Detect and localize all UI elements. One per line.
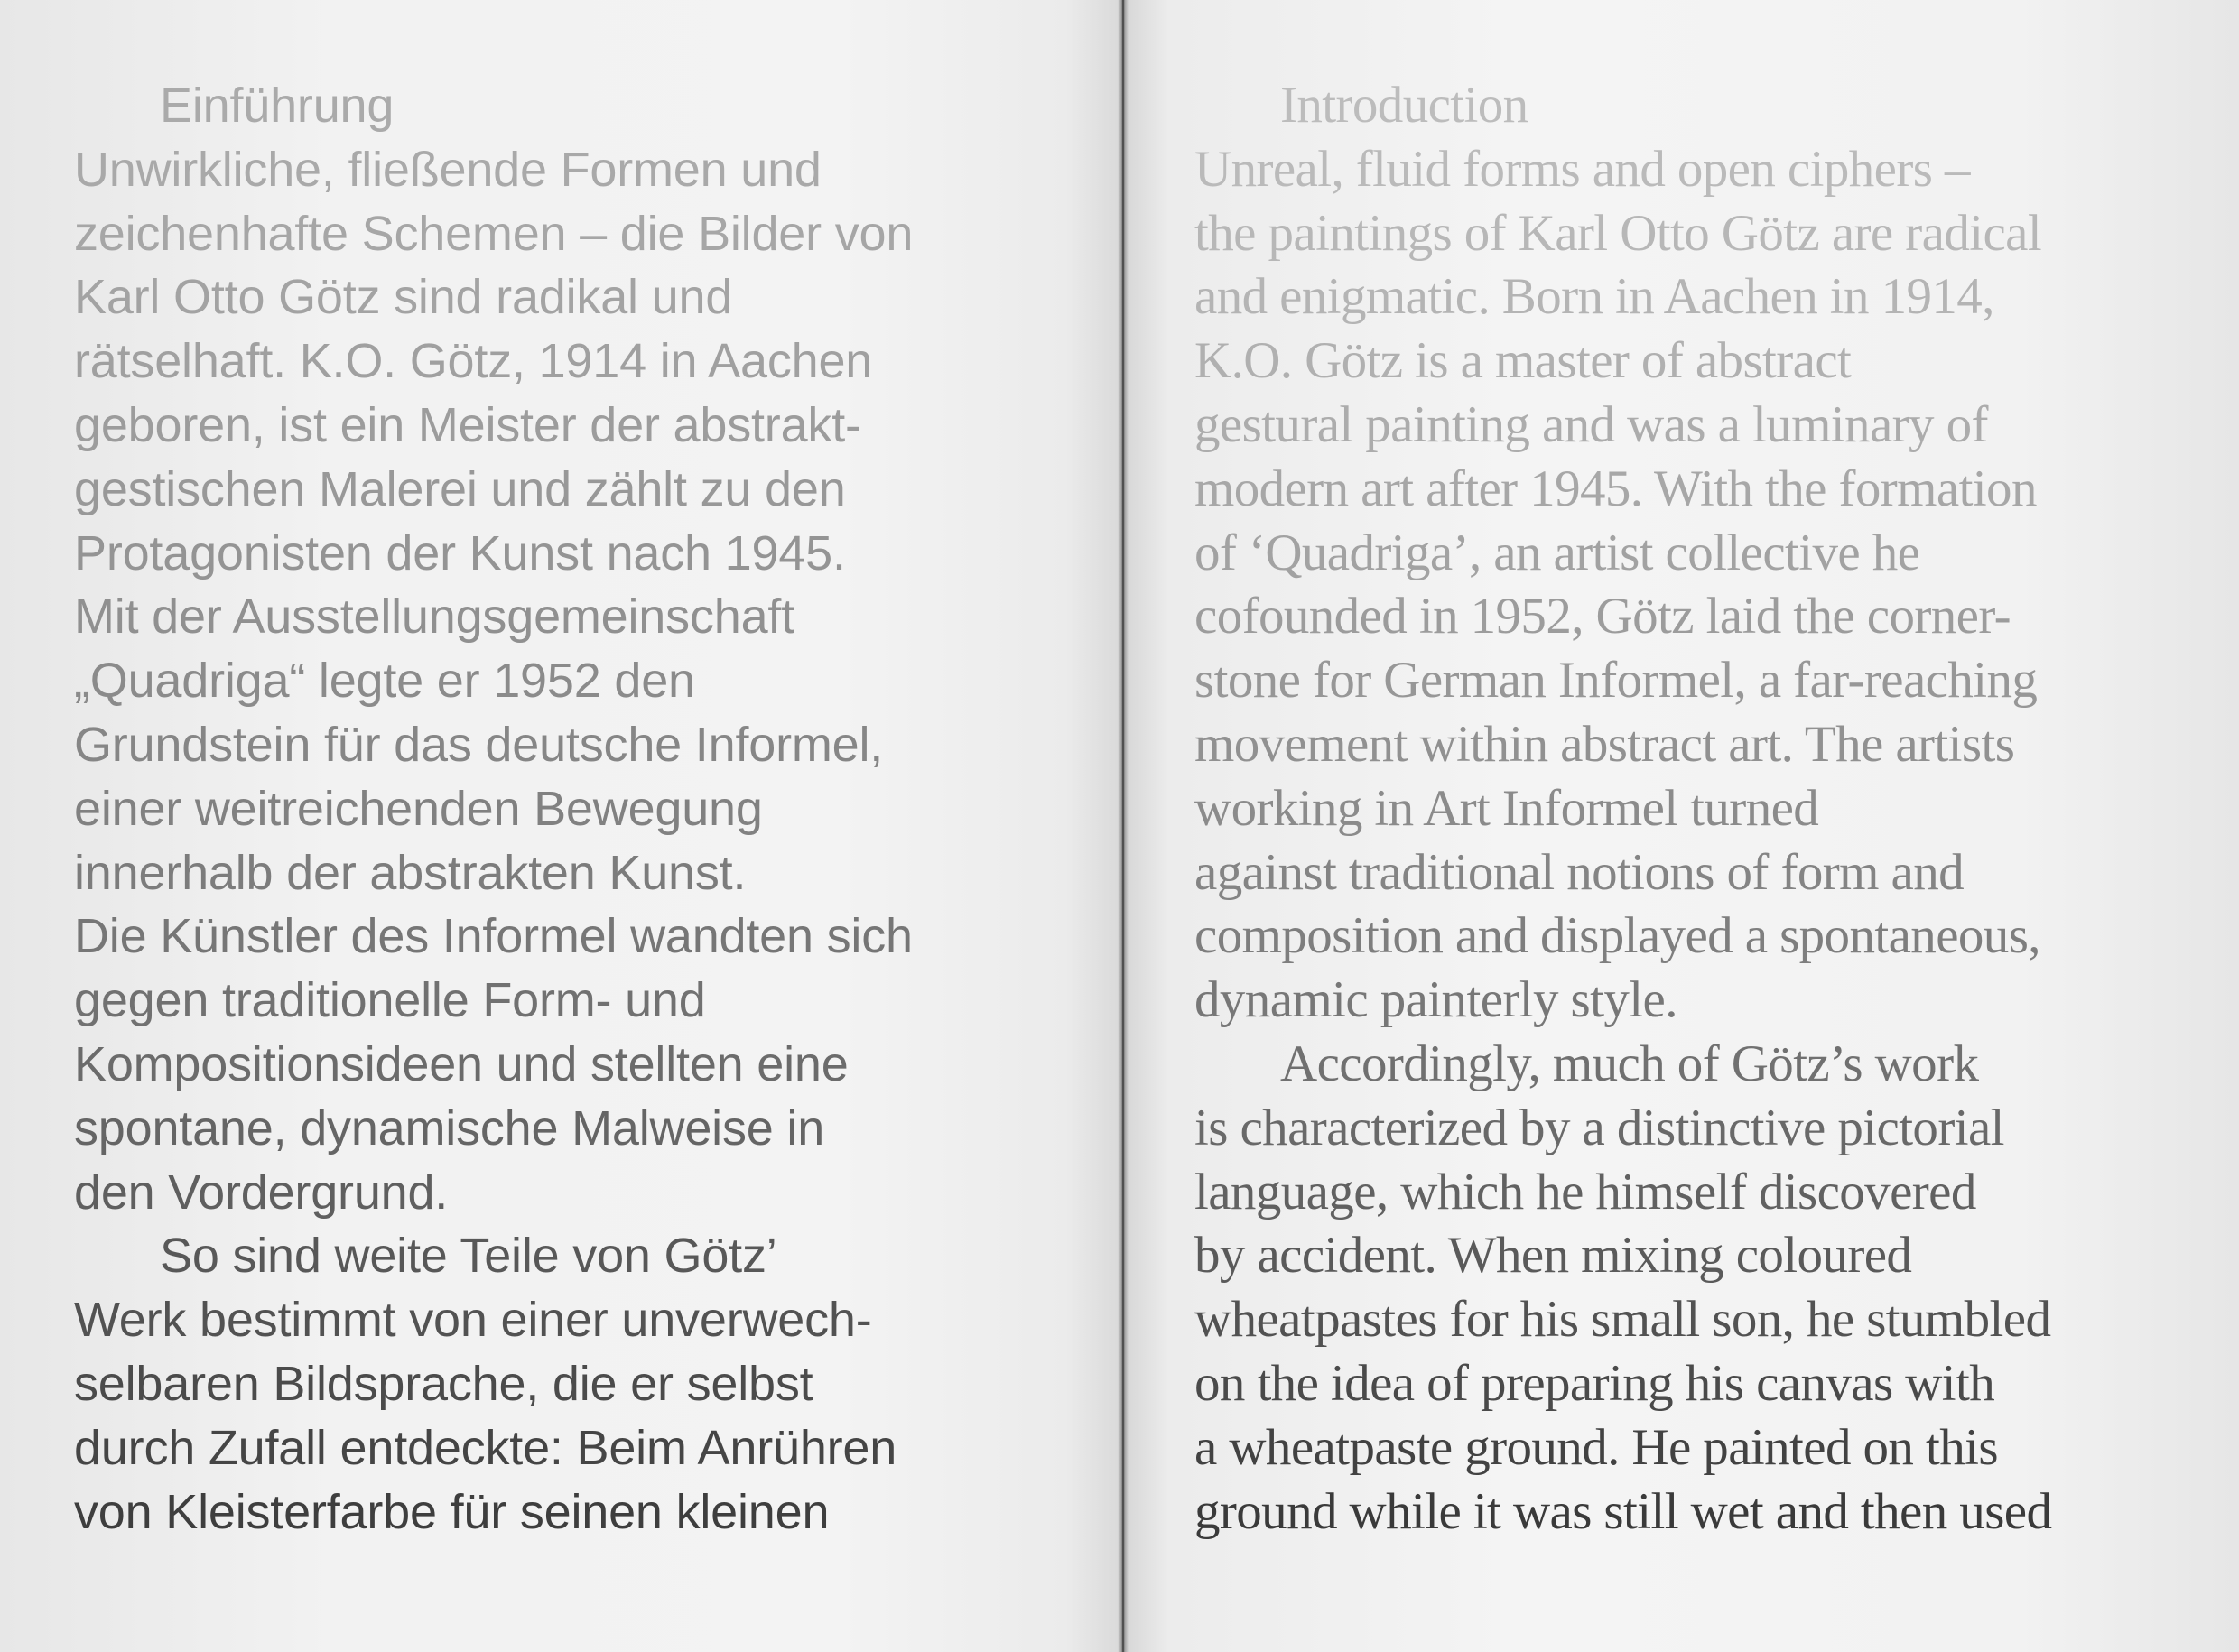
german-line: Unwirkliche, fließende Formen und	[74, 142, 822, 197]
english-line: gestural painting and was a luminary of	[1194, 395, 1988, 453]
english-line: Unreal, fluid forms and open ciphers –	[1194, 140, 1970, 198]
german-line: einer weitreichenden Bewegung	[74, 781, 763, 836]
german-line: spontane, dynamische Malweise in	[74, 1100, 825, 1155]
english-line: dynamic painterly style.	[1194, 971, 1677, 1029]
english-line: cofounded in 1952, Götz laid the corner-	[1194, 588, 2011, 645]
german-line: Die Künstler des Informel wandten sich	[74, 909, 913, 964]
german-line: Werk bestimmt von einer unverwech-	[74, 1293, 872, 1348]
german-line: „Quadriga“ legte er 1952 den	[74, 654, 695, 709]
english-line: stone for German Informel, a far-reaching	[1194, 652, 2038, 710]
book-gutter	[1118, 0, 1129, 1652]
english-line: K.O. Götz is a master of abstract	[1194, 332, 1852, 390]
german-line: gestischen Malerei und zählt zu den	[74, 461, 846, 516]
german-line: Grundstein für das deutsche Informel,	[74, 717, 884, 772]
english-line: wheatpastes for his small son, he stumbled	[1194, 1291, 2051, 1349]
german-line: Karl Otto Götz sind radikal und	[74, 270, 733, 325]
german-line: zeichenhafte Schemen – die Bilder von	[74, 206, 914, 261]
english-line: by accident. When mixing coloured	[1194, 1227, 1912, 1285]
english-line: working in Art Informel turned	[1194, 779, 1819, 837]
german-line: innerhalb der abstrakten Kunst.	[74, 845, 747, 900]
german-line: den Vordergrund.	[74, 1165, 449, 1220]
german-line: Kompositionsideen und stellten eine	[74, 1036, 849, 1091]
german-line: Mit der Ausstellungsgemeinschaft	[74, 589, 795, 645]
german-line: So sind weite Teile von Götz’	[160, 1229, 777, 1284]
english-line: movement within abstract art. The artists	[1194, 715, 2015, 773]
english-text	[1194, 74, 2224, 1544]
english-line: of ‘Quadriga’, an artist collective he	[1194, 524, 1920, 581]
german-line: gegen traditionelle Form- und	[74, 973, 706, 1028]
german-line: Protagonisten der Kunst nach 1945.	[74, 525, 846, 580]
english-line: modern art after 1945. With the formation	[1194, 459, 2037, 517]
english-line: and enigmatic. Born in Aachen in 1914,	[1194, 268, 1994, 326]
german-line: selbaren Bildsprache, die er selbst	[74, 1356, 813, 1411]
german-line: rätselhaft. K.O. Götz, 1914 in Aachen	[74, 334, 873, 389]
english-line: ground while it was still wet and then used	[1194, 1482, 2052, 1540]
english-line: a wheatpaste ground. He painted on this	[1194, 1418, 1998, 1476]
english-heading: Introduction	[1280, 77, 1528, 134]
german-heading: Einführung	[160, 79, 395, 133]
english-line: language, which he himself discovered	[1194, 1163, 1976, 1220]
german-line: von Kleisterfarbe für seinen kleinen	[74, 1484, 830, 1539]
english-line: against traditional notions of form and	[1194, 843, 1965, 901]
german-text	[74, 74, 1112, 1544]
german-line: geboren, ist ein Meister der abstrakt-	[74, 397, 861, 452]
english-line: composition and displayed a spontaneous,	[1194, 907, 2040, 965]
english-line: on the idea of preparing his canvas with	[1194, 1354, 1995, 1412]
english-line: is characterized by a distinctive pictorial	[1194, 1099, 2004, 1156]
german-line: durch Zufall entdeckte: Beim Anrühren	[74, 1420, 897, 1475]
english-line: Accordingly, much of Götz’s work	[1280, 1035, 1979, 1092]
english-line: the paintings of Karl Otto Götz are radical	[1194, 204, 2042, 262]
